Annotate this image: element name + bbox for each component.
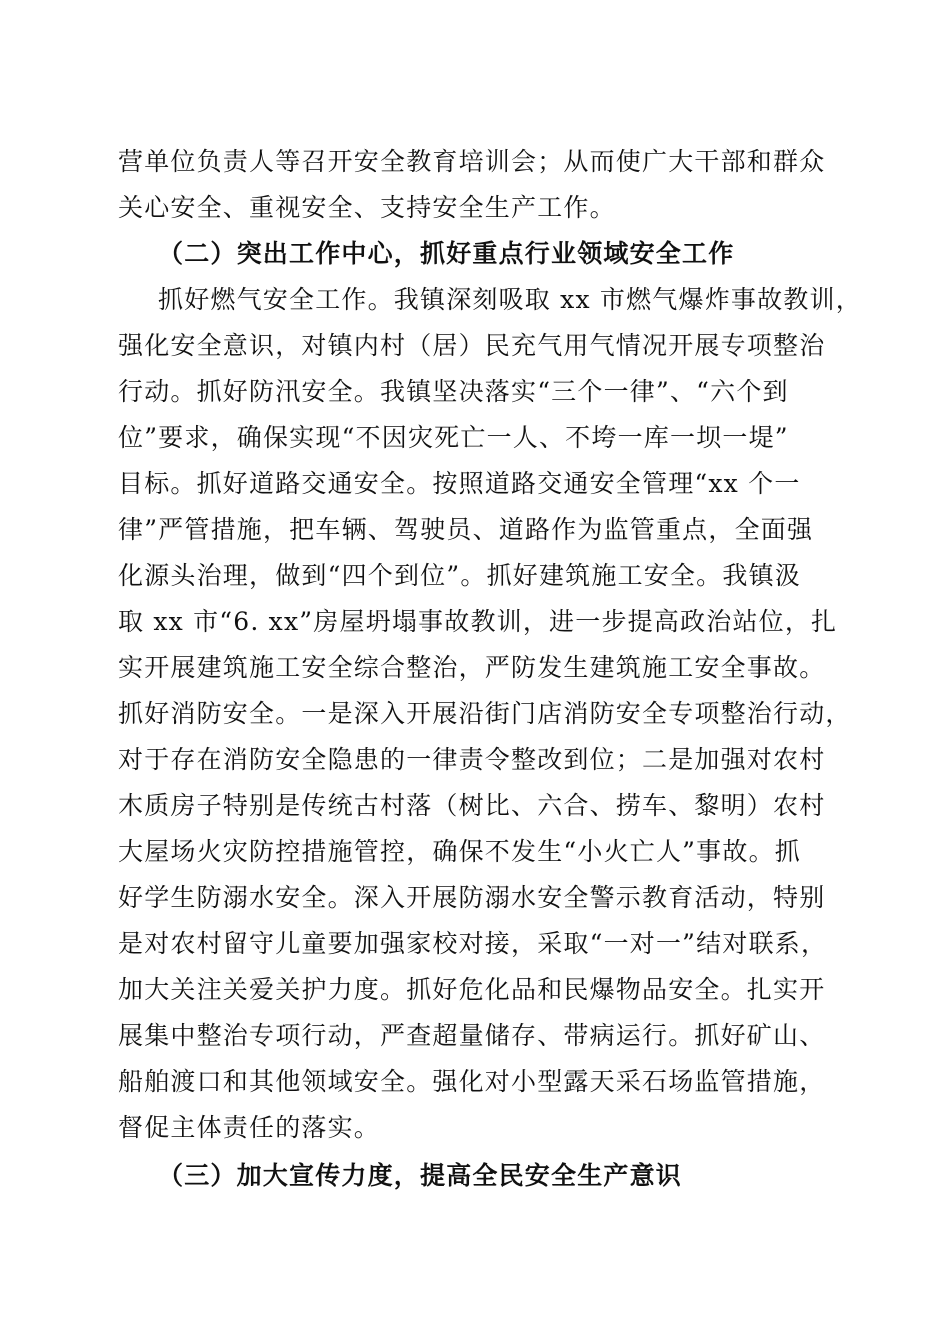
paragraph-line: 抓好消防安全。一是深入开展沿街门店消防安全专项整治行动， xyxy=(118,699,852,728)
paragraph-line: 木质房子特别是传统古村落（树比、六合、捞车、黎明）农村 xyxy=(118,791,826,820)
paragraph-line: 督促主体责任的落实。 xyxy=(118,1113,381,1142)
paragraph-line: 大屋场火灾防控措施管控，确保不发生“小火亡人”事故。抓 xyxy=(118,837,801,866)
paragraph-line: 关心安全、重视安全、支持安全生产工作。 xyxy=(118,193,616,222)
paragraph-line: 是对农村留守儿童要加强家校对接，采取“一对一”结对联系， xyxy=(118,929,828,958)
paragraph-line: 取 xx 市“6. xx”房屋坍塌事故教训，进一步提高政治站位，扎 xyxy=(118,607,838,636)
paragraph-line: 强化安全意识，对镇内村（居）民充气用气情况开展专项整治 xyxy=(118,331,826,360)
paragraph-line: 加大关注关爱关护力度。抓好危化品和民爆物品安全。扎实开 xyxy=(118,975,826,1004)
paragraph-line: 位”要求，确保实现“不因灾死亡一人、不垮一库一坝一堤” xyxy=(118,423,789,452)
section-heading-2: （二）突出工作中心，抓好重点行业领域安全工作 xyxy=(158,239,735,268)
paragraph-line: 实开展建筑施工安全综合整治，严防发生建筑施工安全事故。 xyxy=(118,653,826,682)
paragraph-line: 船舶渡口和其他领域安全。强化对小型露天采石场监管措施， xyxy=(118,1067,826,1096)
paragraph-line: 化源头治理，做到“四个到位”。抓好建筑施工安全。我镇汲 xyxy=(118,561,801,590)
paragraph-line: 展集中整治专项行动，严查超量储存、带病运行。抓好矿山、 xyxy=(118,1021,826,1050)
paragraph-line: 对于存在消防安全隐患的一律责令整改到位；二是加强对农村 xyxy=(118,745,826,774)
paragraph-line: 抓好燃气安全工作。我镇深刻吸取 xx 市燃气爆炸事故教训， xyxy=(158,285,862,314)
paragraph-line: 律”严管措施，把车辆、驾驶员、道路作为监管重点，全面强 xyxy=(118,515,814,544)
paragraph-line: 行动。抓好防汛安全。我镇坚决落实“三个一律”、“六个到 xyxy=(118,377,789,406)
paragraph-line: 好学生防溺水安全。深入开展防溺水安全警示教育活动，特别 xyxy=(118,883,826,912)
paragraph-line: 营单位负责人等召开安全教育培训会；从而使广大干部和群众 xyxy=(118,147,826,176)
section-heading-3: （三）加大宣传力度，提高全民安全生产意识 xyxy=(158,1161,683,1190)
paragraph-line: 目标。抓好道路交通安全。按照道路交通安全管理“xx 个一 xyxy=(118,469,801,498)
